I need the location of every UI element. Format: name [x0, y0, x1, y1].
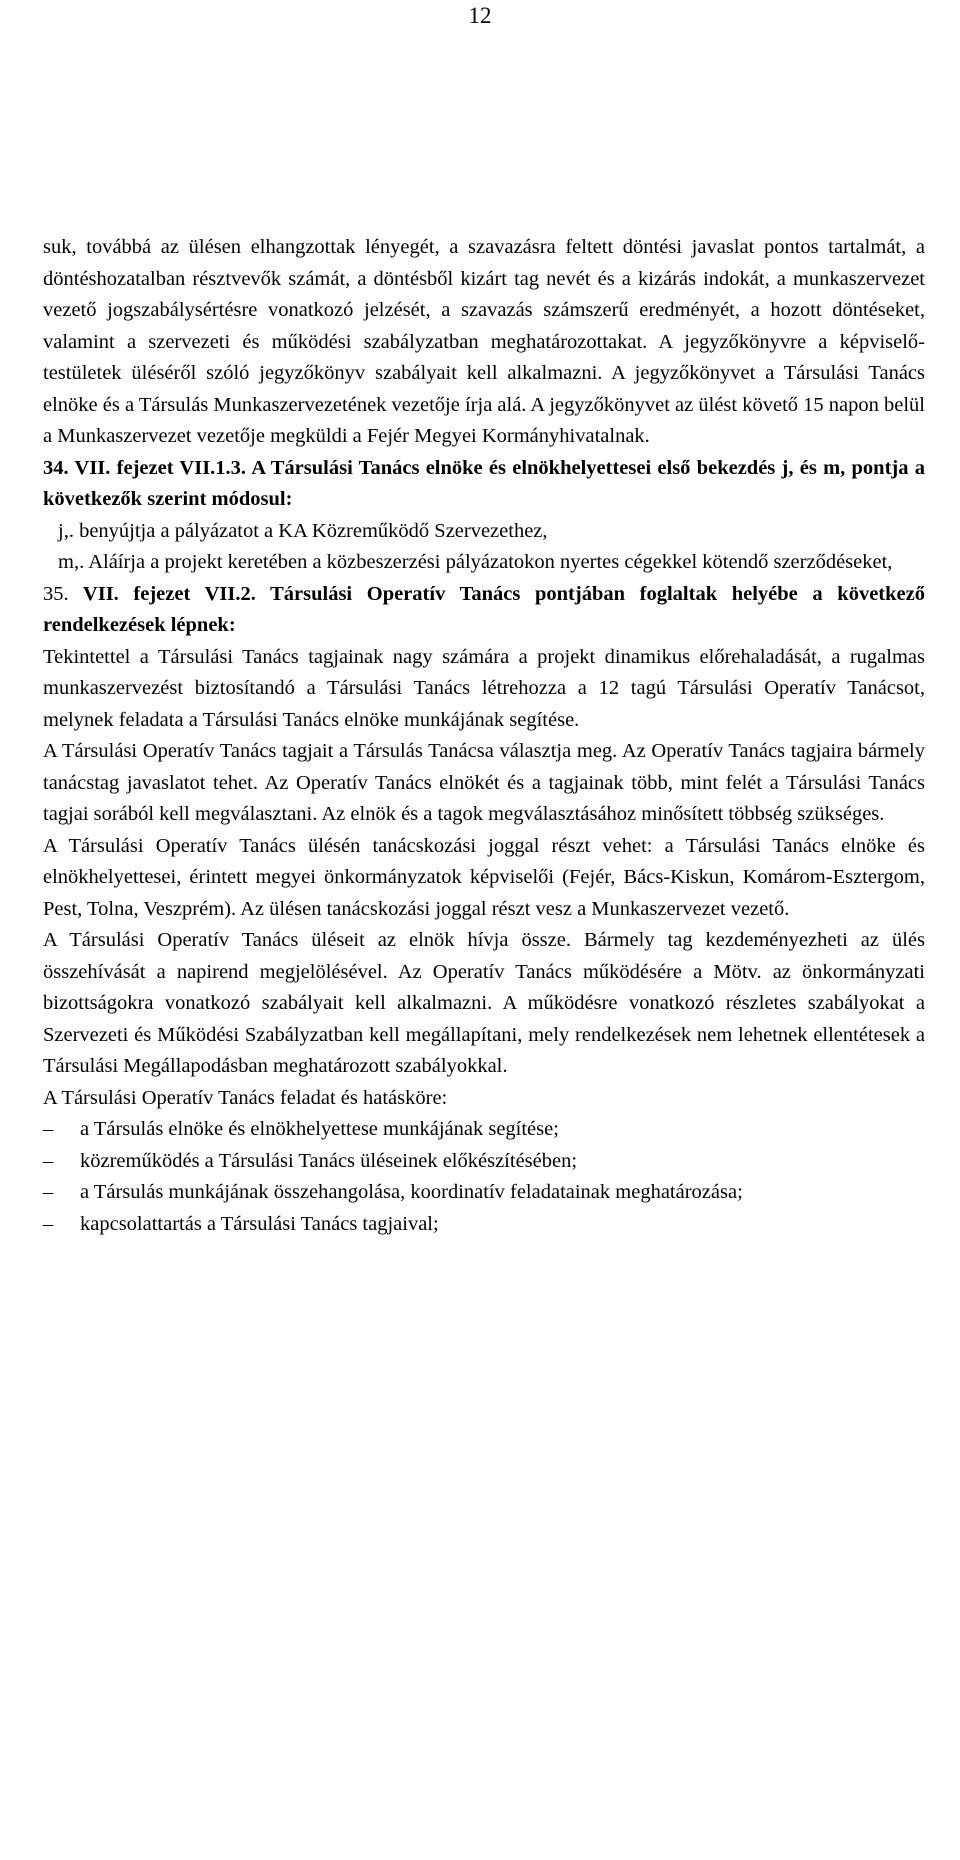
- section-35-heading: [43, 579, 925, 642]
- section-34-item-j: j,. benyújtja a pályázatot a KA Közreműködő Szervezethez,: [58, 519, 548, 542]
- list-item: – a Társulás elnöke és elnökhelyettese munkájának segítése;: [43, 1114, 925, 1146]
- document-body: [43, 232, 925, 1240]
- list-item: – kapcsolattartás a Társulási Tanács tagjaival;: [43, 1209, 925, 1241]
- section-34-heading: 34. VII. fejezet VII.1.3. A Társulási Tanács elnöke és elnökhelyettesei első bekezdés j, és m, pontja a következők szerint módosul:: [43, 456, 925, 510]
- section-35-paragraph: A Társulási Operatív Tanács ülésén tanácskozási joggal részt vehet: a Társulási Tanács elnöke és elnökhelyettesei, érintett megyei önkormányzatok képviselői (Fejér, Bács-Kiskun, Komárom-Esztergom, Pest, Tolna, Veszprém). Az ülésen tanácskozási joggal részt vesz a Munkaszervezet vezető.: [43, 834, 925, 920]
- list-item: – a Társulás munkájának összehangolása, koordinatív feladatainak meghatározása;: [43, 1177, 925, 1209]
- section-35-paragraph: A Társulási Operatív Tanács tagjait a Társulás Tanácsa választja meg. Az Operatív Tanács tagjaira bármely tanácstag javaslatot tehet. Az Operatív Tanács elnökét és a tagjainak több, mint felét a Társulási Tanács tagjai sorából kell megválasztani. Az elnök és a tagok megválasztásához minősített többség szükséges.: [43, 740, 925, 825]
- section-35-list-intro: A Társulási Operatív Tanács feladat és hatásköre:: [43, 1086, 448, 1109]
- dash-bullet: –: [43, 1181, 54, 1203]
- section-35-title: VII. fejezet VII.2. Társulási Operatív Tanács pontjában foglaltak helyébe a következő rendelkezések lépnek:: [43, 582, 925, 636]
- section-35-number: 35.: [43, 582, 69, 605]
- dash-bullet: –: [43, 1212, 54, 1235]
- list-item: – közreműködés a Társulási Tanács üléseinek előkészítésében;: [43, 1146, 925, 1178]
- page-number: 12: [468, 3, 492, 28]
- section-35-paragraph: A Társulási Operatív Tanács üléseit az elnök hívja össze. Bármely tag kezdeményezheti az ülés összehívását a napirend megjelölésével. Az Operatív Tanács működésére a Mötv. az önkormányzati bizottságokra vonatkozó szabályait kell alkalmazni. A működésre vonatkozó részletes szabályokat a Szervezeti és Működési Szabályzatban kell megállapítani, mely rendelkezések nem lehetnek ellentétesek a Társulási Megállapodásban meghatározott szabályokkal.: [43, 929, 925, 1077]
- section-35-paragraph: Tekintettel a Társulási Tanács tagjainak nagy számára a projekt dinamikus előrehaladását, a rugalmas munkaszervezést biztosítandó a Társulási Tanács létrehozza a 12 tagú Társulási Operatív Tanácsot, melynek feladata a Társulási Tanács elnöke munkájának segítése.: [43, 645, 925, 731]
- dash-bullet: –: [43, 1149, 54, 1172]
- section-34-item-m: m,. Aláírja a projekt keretében a közbeszerzési pályázatokon nyertes cégekkel kötendő szerződéseket,: [58, 551, 893, 573]
- dash-bullet: –: [43, 1118, 54, 1140]
- paragraph-minutes: suk, továbbá az ülésen elhangzottak lényegét, a szavazásra feltett döntési javaslat pontos tartalmát, a döntéshozatalban résztvevők számát, a döntésből kizárt tag nevét és a kizárás indokát, a munkaszervezet vezető jogszabálysértésre vonatkozó jelzését, a szavazás számszerű eredményét, a hozott döntéseket, valamint a szervezeti és működési szabályzatban meghatározottakat. A jegyzőkönyvre a képviselő-testületek üléséről szóló jegyzőkönyv szabályait kell alkalmazni. A jegyzőkönyvet a Társulási Tanács elnöke és a Társulás Munkaszervezetének vezetője írja alá. A jegyzőkönyvet az ülést követő 15 napon belül a Munkaszervezet vezetője megküldi a Fejér Megyei Kormányhivatalnak.: [43, 236, 925, 447]
- duties-list: [43, 1114, 925, 1240]
